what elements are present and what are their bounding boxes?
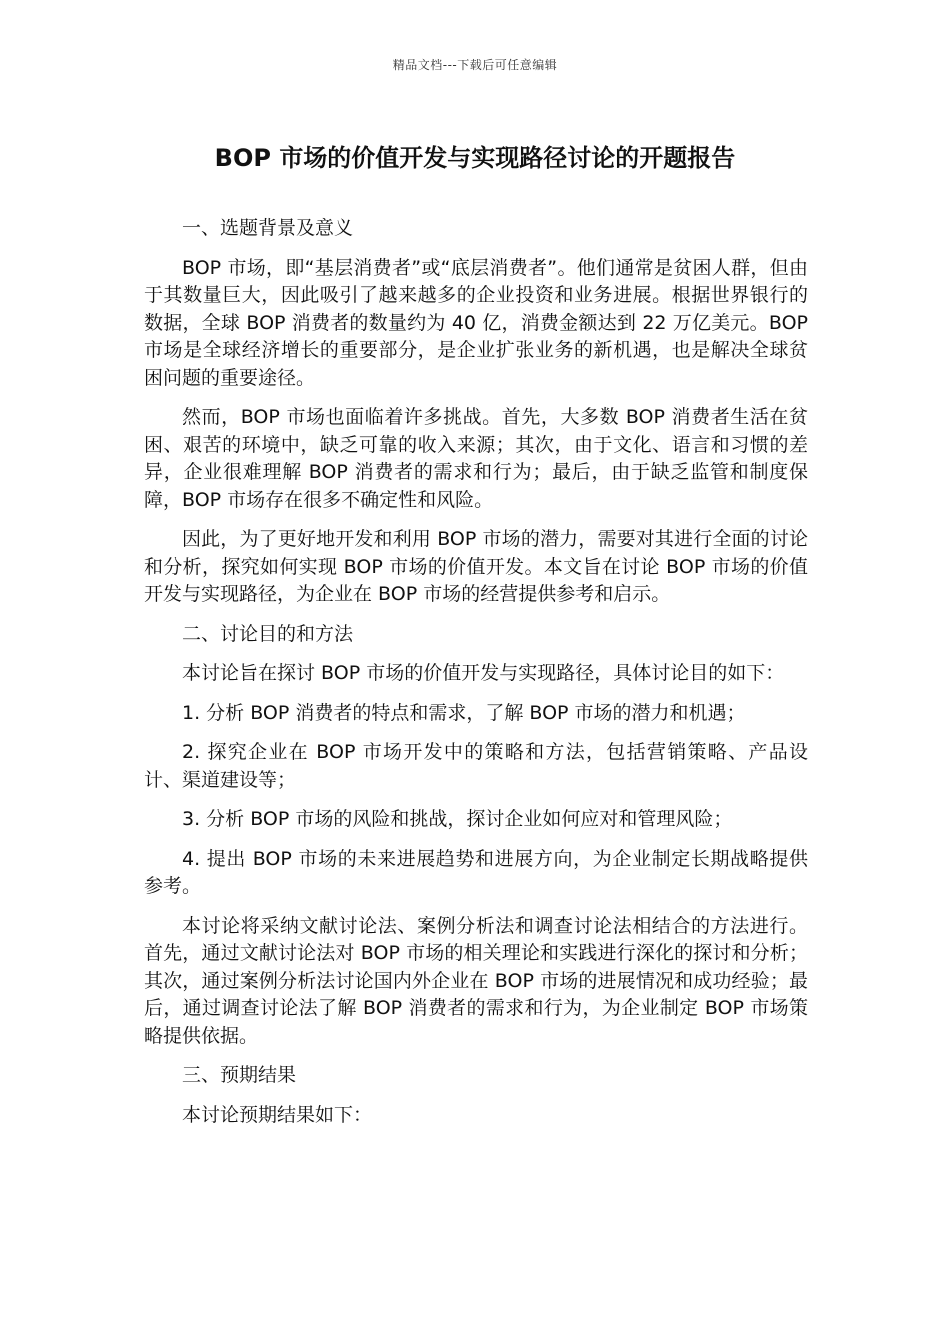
paragraph: 本讨论预期结果如下： bbox=[182, 1103, 373, 1126]
list-item: 4. 提出 BOP 市场的未来进展趋势和进展方向，为企业制定长期战略提供参考。 bbox=[144, 847, 808, 897]
paragraph: 然而，BOP 市场也面临着许多挑战。首先，大多数 BOP 消费者生活在贫困、艰苦的环境中，缺乏可靠的收入来源；其次，由于文化、语言和习惯的差异，企业很难理解 BOP 消费者的需求和行为；最后，由于缺乏监管和制度保障，BOP 市场存在很多不确定性和风险。 bbox=[144, 406, 808, 511]
list-item: 1. 分析 BOP 消费者的特点和需求，了解 BOP 市场的潜力和机遇； bbox=[182, 701, 746, 724]
paragraph: 本讨论将采纳文献讨论法、案例分析法和调查讨论法相结合的方法进行。首先，通过文献讨论法对 BOP 市场的相关理论和实践进行深化的探讨和分析；其次，通过案例分析法讨论国内外企业在 BOP 市场的进展情况和成功经验；最后，通过调查讨论法了解 BOP 消费者的需求和行为，为企业制定 BOP 市场策略提供依据。 bbox=[144, 914, 808, 1047]
section-heading-purpose: 二、讨论目的和方法 bbox=[182, 622, 354, 645]
page-header: 精品文档---下载后可任意编辑 bbox=[392, 58, 558, 72]
list-item: 2. 探究企业在 BOP 市场开发中的策略和方法，包括营销策略、产品设计、渠道建设等； bbox=[144, 741, 808, 791]
document-body bbox=[144, 215, 808, 1141]
paragraph: 本讨论旨在探讨 BOP 市场的价值开发与实现路径，具体讨论目的如下： bbox=[182, 662, 785, 684]
section-heading-background: 一、选题背景及意义 bbox=[182, 217, 354, 239]
document-title: BOP 市场的价值开发与实现路径讨论的开题报告 bbox=[214, 144, 736, 172]
paragraph: 因此，为了更好地开发和利用 BOP 市场的潜力，需要对其进行全面的讨论和分析，探究如何实现 BOP 市场的价值开发。本文旨在讨论 BOP 市场的价值开发与实现路径，为企业在 BOP 市场的经营提供参考和启示。 bbox=[144, 528, 808, 605]
section-heading-expected-results: 三、预期结果 bbox=[182, 1064, 297, 1086]
paragraph: BOP 市场，即“基层消费者”或“底层消费者”。他们通常是贫困人群，但由于其数量巨大，因此吸引了越来越多的企业投资和业务进展。根据世界银行的数据，全球 BOP 消费者的数量约为 40 亿，消费金额达到 22 万亿美元。BOP 市场是全球经济增长的重要部分，是企业扩张业务的新机遇，也是解决全球贫困问题的重要途径。 bbox=[144, 256, 808, 389]
list-item: 3. 分析 BOP 市场的风险和挑战，探讨企业如何应对和管理风险； bbox=[182, 808, 733, 830]
